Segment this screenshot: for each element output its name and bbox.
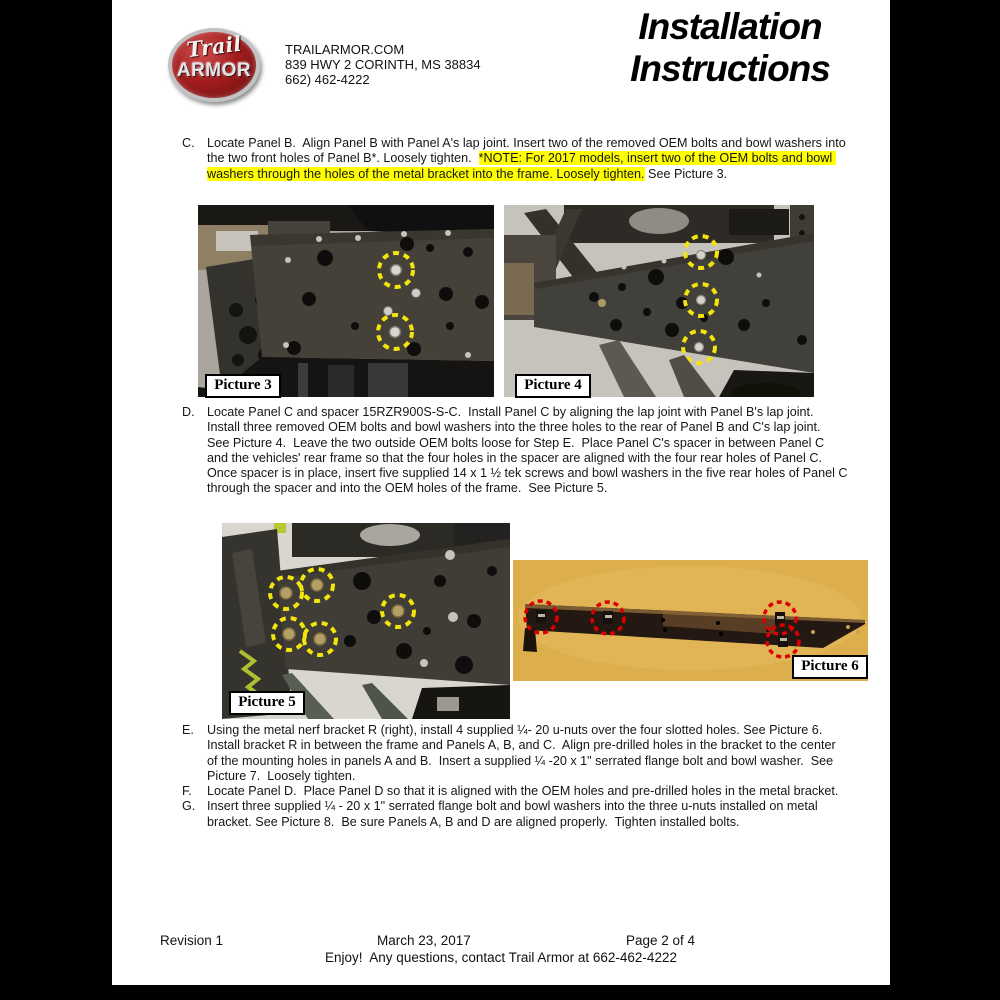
page-title — [612, 6, 848, 90]
document-page — [112, 0, 890, 985]
company-address: 839 HWY 2 CORINTH, MS 38834 — [285, 57, 481, 72]
company-phone: 662) 462-4222 — [285, 72, 370, 87]
company-website: TRAILARMOR.COM — [285, 42, 405, 57]
picture-5-photo — [222, 523, 510, 719]
step-text: See Picture 3. — [644, 166, 728, 181]
step-label: G. — [182, 799, 196, 814]
picture-6-caption: Picture 6 — [792, 655, 868, 679]
picture-4-photo — [504, 205, 814, 397]
instruction-step-f — [182, 784, 848, 799]
company-contact-block — [285, 42, 481, 87]
instruction-step-c — [182, 136, 848, 182]
step-text: Locate Panel C and spacer 15RZR900S-S-C. Install Panel C by aligning the lap joint with Panel B's lap joint. Install three removed OEM bolts and bowl washers into the three holes to the rear of Panel B and C's lap joint. See Picture 4. Leave the two outside OEM bolts loose for Step E. Place Panel C's spacer in between Panel C and the vehicles' rear frame so that the four holes in the spacer are aligned with the four rear holes of Panel C. Once spacer is in place, insert five supplied 14 x 1 ½ tek screws and bowl washers in the five rear holes of Panel C through the spacer and into the OEM holes of the frame. See Picture 5. — [207, 405, 852, 496]
picture-3-caption: Picture 3 — [205, 374, 281, 398]
logo-script-text: Trail — [185, 30, 243, 63]
picture-3-figure — [198, 205, 494, 397]
skid-plate-panel — [250, 229, 494, 361]
footer-date: March 23, 2017 — [377, 933, 471, 948]
step-text: Locate Panel B. Align Panel B with Panel A's lap joint. Insert two of the removed OEM bolts and bowl washers into the two front holes of Panel B*. Loosely tighten. — [207, 136, 850, 166]
picture-3-photo — [198, 205, 494, 397]
instruction-step-e — [182, 723, 848, 784]
picture-6-figure — [513, 560, 868, 681]
picture-4-figure — [504, 205, 814, 397]
picture-5-caption: Picture 5 — [229, 691, 305, 715]
highlighted-note-text: *NOTE: For 2017 models, insert two of the OEM bolts and bowl washers through the holes of the metal bracket into the frame. Loosely tighten. — [207, 151, 836, 181]
instruction-step-d — [182, 405, 852, 497]
trail-armor-logo — [168, 28, 260, 102]
step-text: Locate Panel D. Place Panel D so that it is aligned with the OEM holes and pre-drilled holes in the metal bracket. — [207, 784, 839, 799]
instruction-step-g — [182, 799, 848, 830]
step-c-block — [182, 136, 848, 182]
step-text: Using the metal nerf bracket R (right), install 4 supplied ¼- 20 u-nuts over the four slotted holes. See Picture 6. Install bracket R in between the frame and Panels A, B, and C. Align pre-drilled holes in the bracket to the center of the mounting holes in panels A and B. Insert a supplied ¼ -20 x 1" serrated flange bolt and bowl washer. See Picture 7. Loosely tighten. — [207, 723, 840, 783]
step-label: F. — [182, 784, 192, 799]
footer-contact-note: Enjoy! Any questions, contact Trail Armor at 662-462-4222 — [325, 950, 677, 965]
page-title-line2: Instructions — [630, 48, 830, 89]
logo-block-text: ARMOR — [176, 60, 252, 81]
step-text: Insert three supplied ¼ - 20 x 1" serrated flange bolt and bowl washers into the three u-nuts installed on metal bracket. See Picture 8. Be sure Panels A, B and D are aligned properly. Tighten installed bolts. — [207, 799, 822, 829]
picture-4-caption: Picture 4 — [515, 374, 591, 398]
footer-page-number: Page 2 of 4 — [626, 933, 696, 948]
step-d-block — [182, 405, 852, 497]
step-label: C. — [182, 136, 195, 150]
picture-5-figure — [222, 523, 510, 719]
footer-revision: Revision 1 — [160, 933, 224, 948]
step-label: E. — [182, 723, 194, 737]
page-title-line1: Installation — [638, 6, 822, 47]
step-label: D. — [182, 405, 195, 419]
steps-efg-block — [182, 723, 848, 830]
